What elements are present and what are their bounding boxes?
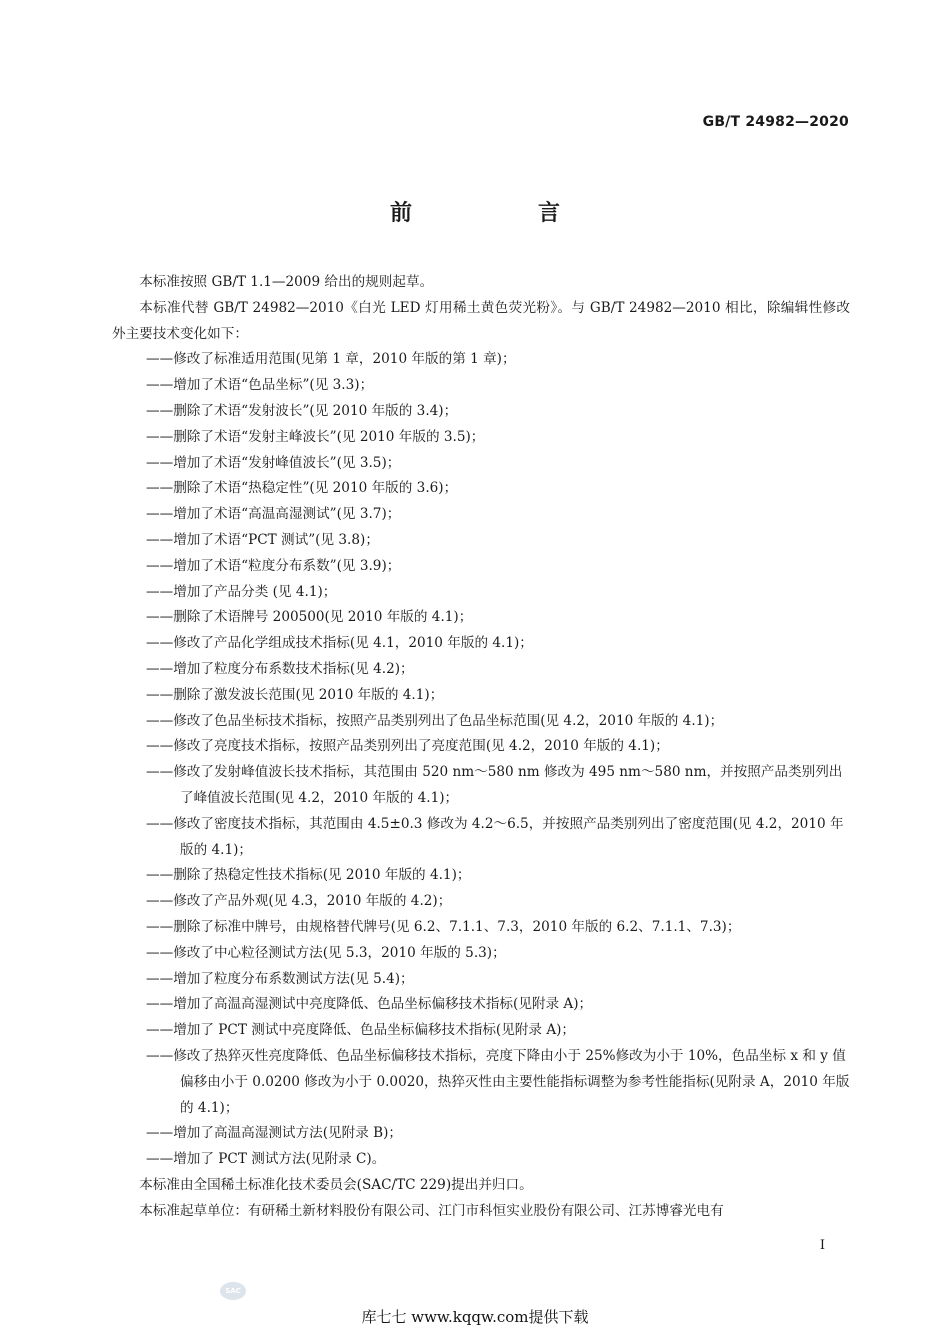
standard-code: GB/T 24982—2020	[702, 114, 849, 130]
change-item: ——增加了术语“高温高湿测试”(见 3.7)；	[146, 506, 401, 523]
change-item: ——修改了中心粒径测试方法(见 5.3，2010 年版的 5.3)；	[146, 944, 506, 961]
change-item: ——增加了术语“粒度分布系数”(见 3.9)；	[146, 557, 401, 574]
change-item: ——删除了激发波长范围(见 2010 年版的 4.1)；	[146, 686, 444, 703]
change-item: ——删除了术语“发射波长”(见 2010 年版的 3.4)；	[146, 402, 458, 419]
change-item: ——修改了标准适用范围(见第 1 章，2010 年版的第 1 章)；	[146, 351, 516, 368]
sac-logo: SAC	[220, 1282, 246, 1300]
change-item: ——删除了术语牌号 200500(见 2010 年版的 4.1)；	[146, 609, 473, 626]
change-item: ——增加了产品分类 (见 4.1)；	[146, 583, 337, 600]
change-item: ——修改了热猝灭性亮度降低、色品坐标偏移技术指标，亮度下降由小于 25%修改为小于 10%，色品坐标 x 和 y 值偏移由小于 0.0200 修改为小于 0.0020，热猝灭性由主要性能指标调整为参考性能指标(见附录 A，2010 年版的 4.1)；	[146, 1047, 850, 1116]
document-body	[112, 270, 850, 1224]
change-item: ——增加了高温高湿测试方法(见附录 B)；	[146, 1125, 403, 1142]
change-item: ——修改了色品坐标技术指标，按照产品类别列出了色品坐标范围(见 4.2，2010 年版的 4.1)；	[146, 712, 724, 729]
change-item: ——增加了高温高湿测试中亮度降低、色品坐标偏移技术指标(见附录 A)；	[146, 996, 593, 1013]
change-item: ——删除了术语“发射主峰波长”(见 2010 年版的 3.5)；	[146, 428, 485, 445]
change-item: ——增加了术语“色品坐标”(见 3.3)；	[146, 377, 374, 394]
change-item: ——增加了 PCT 测试方法(见附录 C)。	[146, 1151, 386, 1168]
closing-paragraph: 本标准起草单位：有研稀土新材料股份有限公司、江门市科恒实业股份有限公司、江苏博睿光电有	[139, 1202, 724, 1219]
change-item: ——修改了发射峰值波长技术指标，其范围由 520 nm～580 nm 修改为 495 nm～580 nm，并按照产品类别列出了峰值波长范围(见 4.2，2010 年版的 4.1)；	[146, 764, 843, 806]
change-item: ——增加了粒度分布系数技术指标(见 4.2)；	[146, 660, 414, 677]
change-item: ——增加了术语“发射峰值波长”(见 3.5)；	[146, 454, 401, 471]
closing-paragraph: 本标准由全国稀土标准化技术委员会(SAC/TC 229)提出并归口。	[139, 1176, 533, 1193]
change-item: ——修改了密度技术指标，其范围由 4.5±0.3 修改为 4.2～6.5，并按照产品类别列出了密度范围(见 4.2，2010 年版的 4.1)；	[146, 815, 844, 858]
page-number: I	[819, 1238, 825, 1253]
intro-paragraph: 本标准代替 GB/T 24982—2010《白光 LED 灯用稀土黄色荧光粉》。与 GB/T 24982—2010 相比，除编辑性修改外主要技术变化如下：	[112, 299, 850, 342]
change-item: ——增加了粒度分布系数测试方法(见 5.4)；	[146, 970, 414, 987]
change-item: ——增加了术语“PCT 测试”(见 3.8)；	[146, 531, 379, 548]
change-item: ——修改了亮度技术指标，按照产品类别列出了亮度范围(见 4.2，2010 年版的 4.1)；	[146, 738, 669, 755]
change-item: ——增加了 PCT 测试中亮度降低、色品坐标偏移技术指标(见附录 A)；	[146, 1022, 576, 1039]
change-item: ——修改了产品外观(见 4.3，2010 年版的 4.2)；	[146, 893, 452, 910]
change-item: ——删除了术语“热稳定性”(见 2010 年版的 3.6)；	[146, 480, 458, 497]
change-item: ——删除了标准中牌号，由规格替代牌号(见 6.2、7.1.1、7.3，2010 年版的 6.2、7.1.1、7.3)；	[146, 918, 741, 935]
change-item: ——修改了产品化学组成技术指标(见 4.1，2010 年版的 4.1)；	[146, 635, 533, 652]
download-footer: 库七七 www.kqqw.com提供下载	[361, 1308, 589, 1326]
intro-paragraph: 本标准按照 GB/T 1.1—2009 给出的规则起草。	[139, 274, 434, 290]
change-item: ——删除了热稳定性技术指标(见 2010 年版的 4.1)；	[146, 867, 471, 884]
page-title: 前 言	[389, 201, 612, 226]
